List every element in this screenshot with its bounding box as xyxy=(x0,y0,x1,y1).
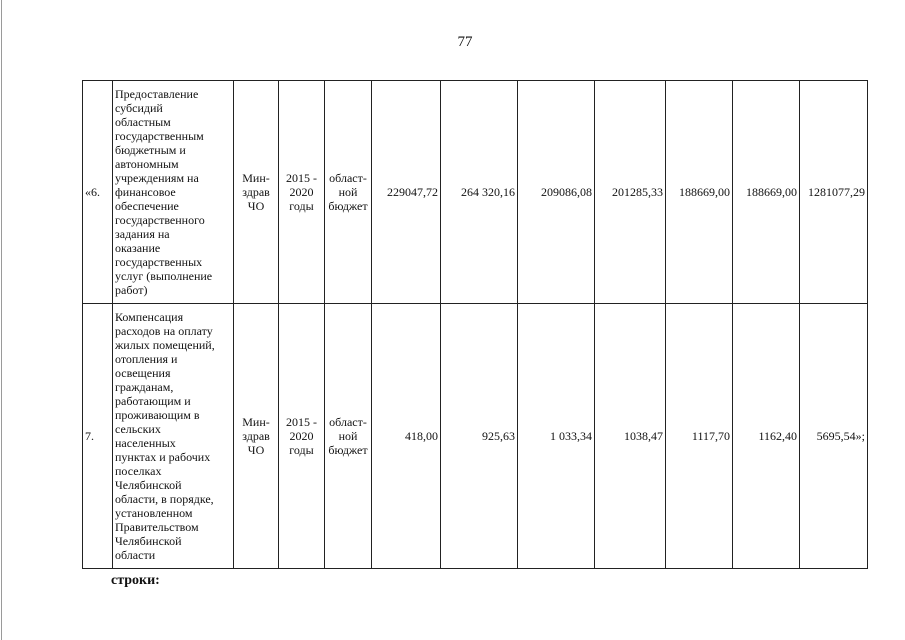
funding-source-cell: област- ной бюджет xyxy=(325,304,372,569)
activity-name: Компенсация расходов на оплату жилых помещений, отопления и освещения гражданам, работающим и проживающим в сельских населенных пунктах и рабочих поселках Челябинской области, в порядке, установленном Правительством Челябинской области xyxy=(113,304,234,569)
value-cell: 1038,47 xyxy=(595,304,666,569)
page-number: 77 xyxy=(457,34,473,50)
value-cell: 1117,70 xyxy=(666,304,733,569)
value-cell: 418,00 xyxy=(372,304,441,569)
executor-cell: Мин- здрав ЧО xyxy=(234,304,279,569)
row-number: 7. xyxy=(83,304,113,569)
table-row xyxy=(83,81,868,304)
value-cell: 229047,72 xyxy=(372,81,441,304)
table-row xyxy=(83,304,868,569)
activity-name: Предоставление субсидий областным государственным бюджетным и автономным учреждениям на финансовое обеспечение государственного задания на оказание государственных услуг (выполнение работ) xyxy=(113,81,234,304)
period-cell: 2015 - 2020 годы xyxy=(279,304,325,569)
footer-text: строки: xyxy=(111,573,160,588)
total-cell: 5695,54»; xyxy=(800,304,868,569)
value-cell: 1 033,34 xyxy=(518,304,595,569)
page-left-edge xyxy=(1,0,2,640)
value-cell: 201285,33 xyxy=(595,81,666,304)
period-cell: 2015 - 2020 годы xyxy=(279,81,325,304)
value-cell: 188669,00 xyxy=(733,81,800,304)
executor-cell: Мин- здрав ЧО xyxy=(234,81,279,304)
value-cell: 264 320,16 xyxy=(441,81,518,304)
program-table xyxy=(82,80,868,569)
total-cell: 1281077,29 xyxy=(800,81,868,304)
value-cell: 925,63 xyxy=(441,304,518,569)
value-cell: 188669,00 xyxy=(666,81,733,304)
row-number: «6. xyxy=(83,81,113,304)
value-cell: 1162,40 xyxy=(733,304,800,569)
funding-source-cell: област- ной бюджет xyxy=(325,81,372,304)
value-cell: 209086,08 xyxy=(518,81,595,304)
